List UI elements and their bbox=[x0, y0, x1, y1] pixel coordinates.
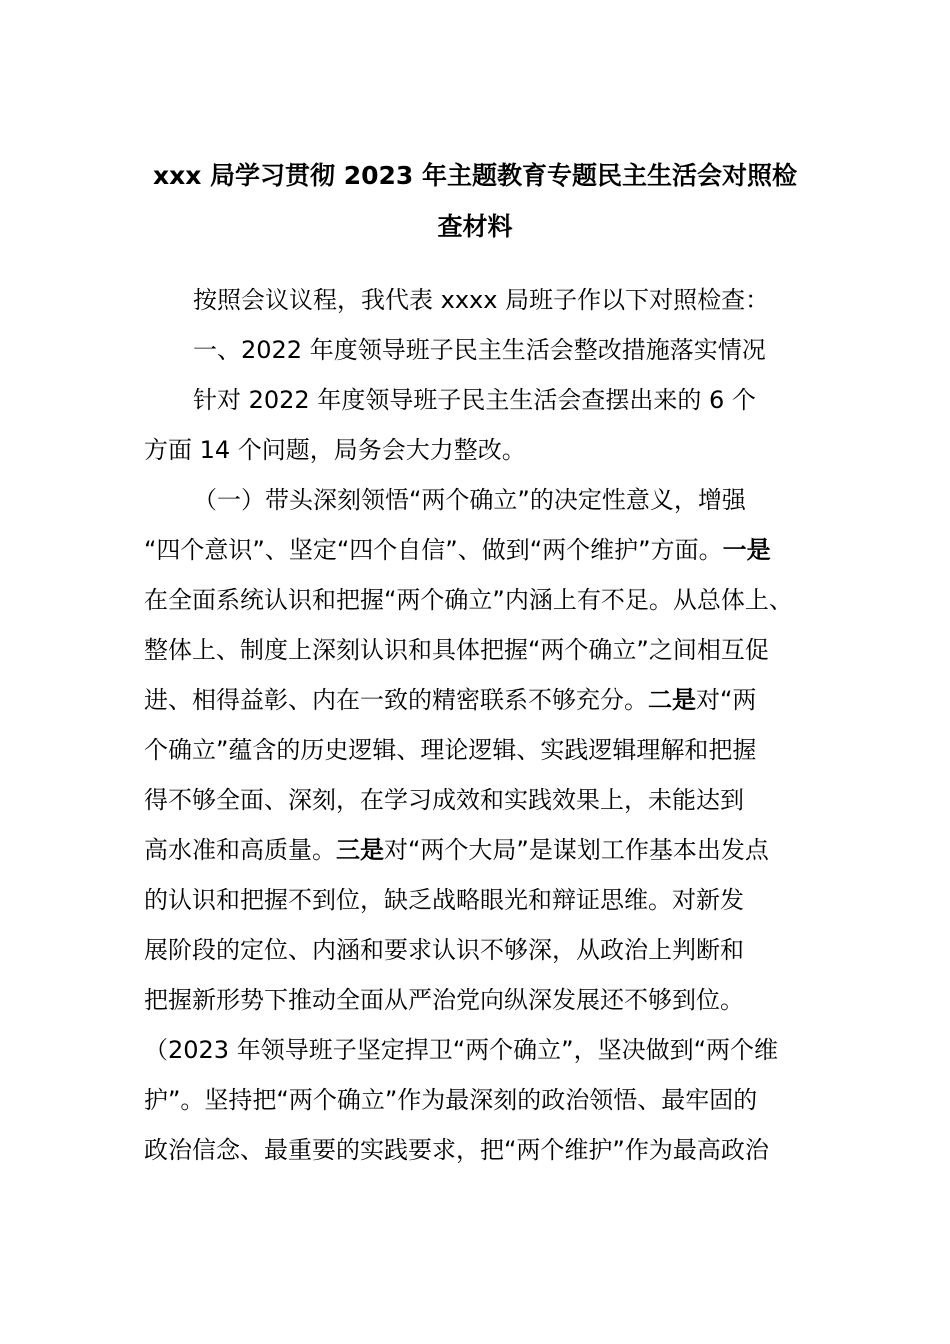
body-line: 得不够全面、深刻，在学习成效和实践效果上，未能达到 bbox=[144, 786, 744, 814]
document-title-line-1: xxx 局学习贯彻 2023 年主题教育专题民主生活会对照检 bbox=[152, 161, 798, 190]
body-line: 在全面系统认识和把握“两个确立”内涵上有不足。从总体上、 bbox=[144, 586, 793, 614]
body-line bbox=[144, 685, 756, 715]
body-line bbox=[144, 535, 771, 565]
body-line: 方面 14 个问题，局务会大力整改。 bbox=[144, 436, 526, 464]
body-text: “四个意识”、坚定“四个自信”、做到“两个维护”方面。 bbox=[144, 536, 723, 564]
body-text: 对“两个大局”是谋划工作基本出发点 bbox=[384, 836, 769, 864]
body-text: 对“两 bbox=[696, 686, 757, 714]
emphasis-third: 三是 bbox=[336, 836, 384, 864]
body-line: （2023 年领导班子坚定捍卫“两个确立”，坚决做到“两个维 bbox=[144, 1036, 779, 1064]
body-text: 进、相得益彰、内在一致的精密联系不够充分。 bbox=[144, 686, 648, 714]
emphasis-second: 二是 bbox=[648, 686, 696, 714]
body-line bbox=[144, 835, 769, 865]
emphasis-first: 一是 bbox=[722, 536, 771, 564]
document-title-line-2: 查材料 bbox=[437, 212, 513, 241]
body-line: 个确立”蕴含的历史逻辑、理论逻辑、实践逻辑理解和把握 bbox=[144, 736, 757, 764]
intro-paragraph: 按照会议议程，我代表 xxxx 局班子作以下对照检查： bbox=[193, 286, 770, 314]
body-line: 把握新形势下推动全面从严治党向纵深发展还不够到位。 bbox=[144, 986, 744, 1014]
section-heading-1: 一、2022 年度领导班子民主生活会整改措施落实情况 bbox=[193, 336, 766, 364]
body-line: 针对 2022 年度领导班子民主生活会查摆出来的 6 个 bbox=[193, 386, 756, 414]
subsection-heading-1: （一）带头深刻领悟“两个确立”的决定性意义，增强 bbox=[193, 486, 746, 514]
body-line: 护”。坚持把“两个确立”作为最深刻的政治领悟、最牢固的 bbox=[144, 1086, 758, 1114]
body-line: 政治信念、最重要的实践要求，把“两个维护”作为最高政治 bbox=[144, 1136, 769, 1164]
body-line: 整体上、制度上深刻认识和具体把握“两个确立”之间相互促 bbox=[144, 636, 769, 664]
body-line: 的认识和把握不到位，缺乏战略眼光和辩证思维。对新发 bbox=[144, 886, 744, 914]
body-text: 高水准和高质量。 bbox=[144, 836, 336, 864]
body-line: 展阶段的定位、内涵和要求认识不够深，从政治上判断和 bbox=[144, 936, 744, 964]
